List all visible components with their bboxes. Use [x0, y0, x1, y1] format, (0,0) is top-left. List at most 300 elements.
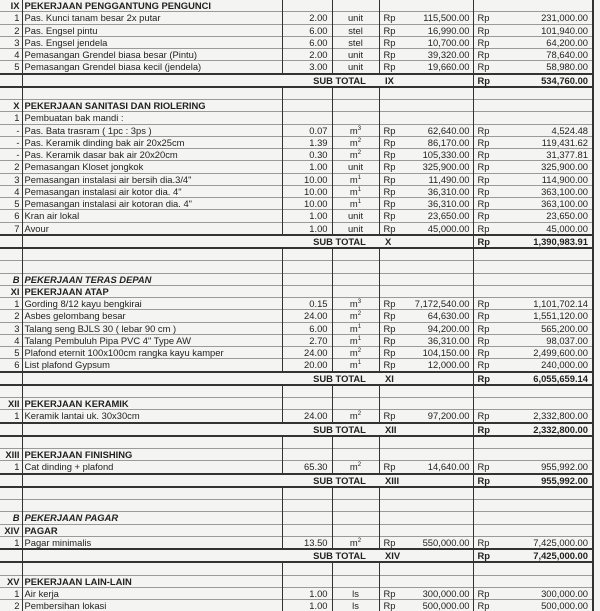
subtotal-row [0, 235, 593, 248]
volume [282, 512, 332, 524]
currency-label [379, 87, 402, 100]
currency-label: Rp [379, 24, 402, 36]
currency-label: Rp [379, 149, 402, 161]
currency-label: Rp [379, 61, 402, 74]
currency-label: Rp [473, 235, 497, 248]
unit [332, 524, 379, 536]
unit-exponent: 3 [358, 126, 361, 132]
section-title: PEKERJAAN SANITASI DAN RIOLERING [22, 100, 282, 112]
subtotal-section-number: IX [379, 74, 473, 87]
volume: 1.00 [282, 210, 332, 222]
currency-label: Rp [473, 600, 497, 611]
unit [332, 0, 379, 12]
item-description: Pas. Bata trasram ( 1pc : 3ps ) [22, 124, 282, 136]
currency-label: Rp [473, 359, 497, 372]
currency-label: Rp [473, 461, 497, 474]
unit [332, 385, 379, 398]
unit-text: m [350, 359, 358, 370]
unit-text: unit [348, 12, 363, 23]
line-total [497, 487, 593, 500]
unit [332, 359, 379, 372]
row-number: 1 [0, 536, 22, 549]
currency-label: Rp [473, 161, 497, 173]
volume: 10.00 [282, 173, 332, 185]
currency-label [473, 248, 497, 261]
currency-label [379, 575, 402, 587]
unit-exponent: 2 [358, 538, 361, 544]
currency-label: Rp [473, 173, 497, 185]
unit [332, 136, 379, 148]
currency-label [473, 112, 497, 124]
unit [332, 36, 379, 48]
volume [282, 575, 332, 587]
volume: 0.15 [282, 298, 332, 310]
currency-label [473, 398, 497, 410]
table-row [0, 149, 593, 161]
unit [332, 173, 379, 185]
row-number [0, 436, 22, 449]
row-number: 3 [0, 36, 22, 48]
unit [332, 149, 379, 161]
item-description: Pembersihan lokasi [22, 600, 282, 611]
currency-label [473, 487, 497, 500]
currency-label [379, 487, 402, 500]
subtotal-row [0, 372, 593, 385]
volume: 2.70 [282, 334, 332, 346]
currency-label: Rp [379, 322, 402, 334]
line-total: 78,640.00 [497, 49, 593, 61]
row-number: 1 [0, 461, 22, 474]
unit-price [402, 385, 473, 398]
volume: 0.07 [282, 124, 332, 136]
section-title: PEKERJAAN LAIN-LAIN [22, 575, 282, 587]
blank-row [0, 436, 593, 449]
volume [282, 0, 332, 12]
currency-label: Rp [473, 536, 497, 549]
volume: 1.00 [282, 161, 332, 173]
row-number: 5 [0, 347, 22, 359]
row-number: 1 [0, 587, 22, 599]
line-total: 300,000.00 [497, 587, 593, 599]
volume [282, 449, 332, 461]
row-number: 7 [0, 222, 22, 235]
volume: 0.30 [282, 149, 332, 161]
table-row [0, 36, 593, 48]
currency-label: Rp [379, 347, 402, 359]
subtotal-row [0, 549, 593, 562]
unit [332, 334, 379, 346]
unit [332, 12, 379, 24]
volume: 13.50 [282, 536, 332, 549]
row-number: - [0, 149, 22, 161]
currency-label [473, 285, 497, 297]
unit-exponent: 2 [358, 348, 361, 354]
currency-label [473, 100, 497, 112]
volume: 20.00 [282, 359, 332, 372]
line-total: 363,100.00 [497, 185, 593, 197]
unit-price: 7,172,540.00 [402, 298, 473, 310]
currency-label: Rp [473, 61, 497, 74]
line-total [497, 87, 593, 100]
unit [332, 273, 379, 285]
table-row [0, 198, 593, 210]
volume [282, 285, 332, 297]
section-title [22, 562, 282, 575]
line-total: 98,037.00 [497, 334, 593, 346]
line-total [497, 248, 593, 261]
subtotal-row [0, 74, 593, 87]
unit-exponent: 1 [358, 175, 361, 181]
unit [332, 261, 379, 273]
currency-label [473, 0, 497, 12]
table-row [0, 334, 593, 346]
unit-price: 94,200.00 [402, 322, 473, 334]
table-row [0, 410, 593, 423]
currency-label: Rp [473, 198, 497, 210]
line-total: 45,000.00 [497, 222, 593, 235]
item-description: Pas. Kunci tanam besar 2x putar [22, 12, 282, 24]
line-total: 955,992.00 [497, 461, 593, 474]
unit-text: ls [352, 588, 359, 599]
currency-label: Rp [379, 536, 402, 549]
unit-price: 500,000.00 [402, 600, 473, 611]
volume [282, 562, 332, 575]
unit-text: m [350, 149, 358, 160]
currency-label: Rp [379, 12, 402, 24]
currency-label [473, 449, 497, 461]
subtotal-amount: 6,055,659.14 [497, 372, 593, 385]
line-total [497, 273, 593, 285]
unit-price [402, 273, 473, 285]
table-row [0, 222, 593, 235]
volume: 2.00 [282, 12, 332, 24]
unit-price: 39,320.00 [402, 49, 473, 61]
row-number: 3 [0, 322, 22, 334]
section-title [22, 487, 282, 500]
line-total [497, 524, 593, 536]
volume: 1.00 [282, 587, 332, 599]
currency-label: Rp [379, 298, 402, 310]
section-header-row [0, 285, 593, 297]
currency-label: Rp [473, 24, 497, 36]
unit-text: m [350, 125, 358, 136]
unit-price: 115,500.00 [402, 12, 473, 24]
row-number [0, 487, 22, 500]
unit [332, 61, 379, 74]
currency-label: Rp [473, 136, 497, 148]
blank-row [0, 87, 593, 100]
subtotal-section-number: XIV [379, 549, 473, 562]
currency-label: Rp [379, 587, 402, 599]
unit [332, 436, 379, 449]
row-number [0, 235, 22, 248]
currency-label: Rp [379, 210, 402, 222]
section-header-row [0, 575, 593, 587]
unit-price [402, 112, 473, 124]
desc-cell [22, 474, 282, 487]
currency-label: Rp [473, 12, 497, 24]
volume [282, 248, 332, 261]
unit-price: 97,200.00 [402, 410, 473, 423]
section-title: PEKERJAAN TERAS DEPAN [22, 273, 282, 285]
unit-text: stel [348, 37, 363, 48]
blank-row [0, 261, 593, 273]
currency-label: Rp [473, 347, 497, 359]
subtotal-label: SUB TOTAL [282, 549, 379, 562]
unit-price: 45,000.00 [402, 222, 473, 235]
unit-price [402, 248, 473, 261]
currency-label [473, 273, 497, 285]
currency-label: Rp [473, 372, 497, 385]
currency-label: Rp [379, 359, 402, 372]
unit-price: 14,640.00 [402, 461, 473, 474]
unit-text: m [350, 310, 358, 321]
currency-label: Rp [473, 36, 497, 48]
section-title [22, 500, 282, 512]
currency-label: Rp [379, 124, 402, 136]
currency-label [473, 524, 497, 536]
section-title: PAGAR [22, 524, 282, 536]
row-number: 4 [0, 49, 22, 61]
row-number: 6 [0, 210, 22, 222]
unit-text: unit [348, 210, 363, 221]
unit-price [402, 562, 473, 575]
currency-label: Rp [473, 222, 497, 235]
row-number: - [0, 136, 22, 148]
line-total: 114,900.00 [497, 173, 593, 185]
unit-price [402, 512, 473, 524]
subtotal-label: SUB TOTAL [282, 372, 379, 385]
unit-exponent: 1 [358, 199, 361, 205]
unit-price: 12,000.00 [402, 359, 473, 372]
subtotal-amount: 534,760.00 [497, 74, 593, 87]
subtotal-section-number: XIII [379, 474, 473, 487]
unit-text: unit [348, 49, 363, 60]
item-description: Pas. Engsel jendela [22, 36, 282, 48]
subtotal-row [0, 423, 593, 436]
line-total: 64,200.00 [497, 36, 593, 48]
line-total: 23,650.00 [497, 210, 593, 222]
section-title [22, 261, 282, 273]
section-title: PEKERJAAN KERAMIK [22, 398, 282, 410]
unit-price: 36,310.00 [402, 198, 473, 210]
unit-price [402, 87, 473, 100]
currency-label [379, 524, 402, 536]
section-title [22, 436, 282, 449]
line-total [497, 285, 593, 297]
currency-label: Rp [379, 198, 402, 210]
table-row [0, 210, 593, 222]
unit-price: 300,000.00 [402, 587, 473, 599]
volume [282, 398, 332, 410]
currency-label: Rp [473, 410, 497, 423]
section-header-row [0, 449, 593, 461]
table-row [0, 173, 593, 185]
unit-text: m [350, 174, 358, 185]
currency-label: Rp [473, 423, 497, 436]
unit [332, 198, 379, 210]
table-row [0, 359, 593, 372]
section-title [22, 87, 282, 100]
currency-label: Rp [379, 36, 402, 48]
unit-text: stel [348, 25, 363, 36]
item-description: Pembuatan bak mandi : [22, 112, 282, 124]
row-number: B [0, 512, 22, 524]
unit-price: 64,630.00 [402, 310, 473, 322]
section-header-row [0, 273, 593, 285]
subtotal-amount: 2,332,800.00 [497, 423, 593, 436]
table-row [0, 124, 593, 136]
currency-label: Rp [379, 222, 402, 235]
item-description: Pemasangan instalasi air kotor dia. 4" [22, 185, 282, 197]
currency-label: Rp [379, 334, 402, 346]
line-total: 119,431.62 [497, 136, 593, 148]
desc-cell [22, 74, 282, 87]
row-number: 5 [0, 61, 22, 74]
unit-price [402, 500, 473, 512]
unit-price: 10,700.00 [402, 36, 473, 48]
unit [332, 49, 379, 61]
currency-label: Rp [473, 74, 497, 87]
line-total [497, 0, 593, 12]
table-row [0, 600, 593, 611]
volume: 24.00 [282, 310, 332, 322]
subtotal-section-number: XI [379, 372, 473, 385]
unit-text: unit [348, 161, 363, 172]
currency-label [379, 100, 402, 112]
unit-text: m [350, 186, 358, 197]
table-row [0, 536, 593, 549]
item-description: Pas. Keramik dasar bak air 20x20cm [22, 149, 282, 161]
unit-price [402, 0, 473, 12]
volume [282, 87, 332, 100]
line-total [497, 449, 593, 461]
row-number: XII [0, 398, 22, 410]
row-number [0, 248, 22, 261]
unit-exponent: 2 [358, 138, 361, 144]
volume: 1.00 [282, 600, 332, 611]
item-description: Pemasangan instalasi air kotoran dia. 4" [22, 198, 282, 210]
line-total [497, 112, 593, 124]
item-description: Gording 8/12 kayu bengkirai [22, 298, 282, 310]
currency-label: Rp [379, 410, 402, 423]
volume: 2.00 [282, 49, 332, 61]
unit [332, 461, 379, 474]
currency-label [379, 500, 402, 512]
unit-price: 86,170.00 [402, 136, 473, 148]
currency-label [379, 248, 402, 261]
volume [282, 261, 332, 273]
unit [332, 562, 379, 575]
unit [332, 24, 379, 36]
unit [332, 248, 379, 261]
unit-exponent: 3 [358, 299, 361, 305]
line-total: 231,000.00 [497, 12, 593, 24]
volume [282, 524, 332, 536]
currency-label [473, 575, 497, 587]
blank-row [0, 248, 593, 261]
unit-exponent: 1 [358, 187, 361, 193]
item-description: Keramik lantai uk. 30x30cm [22, 410, 282, 423]
item-description: Avour [22, 222, 282, 235]
subtotal-label: SUB TOTAL [282, 74, 379, 87]
unit-text: m [350, 298, 358, 309]
row-number: 2 [0, 24, 22, 36]
row-number: XV [0, 575, 22, 587]
currency-label [473, 385, 497, 398]
section-header-row [0, 512, 593, 524]
line-total: 4,524.48 [497, 124, 593, 136]
currency-label [379, 449, 402, 461]
unit-price: 19,660.00 [402, 61, 473, 74]
table-row [0, 185, 593, 197]
unit [332, 410, 379, 423]
row-number: 1 [0, 298, 22, 310]
unit-price [402, 261, 473, 273]
table-row [0, 298, 593, 310]
unit-price [402, 449, 473, 461]
table-row [0, 12, 593, 24]
unit-text: m [350, 323, 358, 334]
currency-label: Rp [379, 185, 402, 197]
row-number [0, 500, 22, 512]
currency-label: Rp [473, 49, 497, 61]
unit-price: 16,990.00 [402, 24, 473, 36]
row-number [0, 385, 22, 398]
volume: 24.00 [282, 410, 332, 423]
unit-exponent: 2 [358, 311, 361, 317]
section-header-row [0, 0, 593, 12]
table-row [0, 49, 593, 61]
section-title: PEKERJAAN FINISHING [22, 449, 282, 461]
unit-price [402, 487, 473, 500]
line-total: 58,980.00 [497, 61, 593, 74]
unit [332, 587, 379, 599]
row-number: 2 [0, 310, 22, 322]
item-description: Cat dinding + plafond [22, 461, 282, 474]
table-row [0, 24, 593, 36]
currency-label [379, 562, 402, 575]
unit-text: m [350, 347, 358, 358]
row-number: - [0, 124, 22, 136]
row-number [0, 87, 22, 100]
unit [332, 112, 379, 124]
unit [332, 347, 379, 359]
subtotal-label: SUB TOTAL [282, 423, 379, 436]
desc-cell [22, 423, 282, 436]
item-description: Kran air lokal [22, 210, 282, 222]
row-number: X [0, 100, 22, 112]
currency-label [473, 562, 497, 575]
blank-row [0, 487, 593, 500]
currency-label [379, 273, 402, 285]
currency-label [473, 512, 497, 524]
section-title: PEKERJAAN PENGGANTUNG PENGUNCI [22, 0, 282, 12]
unit [332, 512, 379, 524]
currency-label: Rp [379, 136, 402, 148]
unit-text: m [350, 461, 358, 472]
item-description: Asbes gelombang besar [22, 310, 282, 322]
unit-price [402, 524, 473, 536]
line-total: 565,200.00 [497, 322, 593, 334]
row-number: XIV [0, 524, 22, 536]
table-row [0, 112, 593, 124]
unit-exponent: 1 [358, 336, 361, 342]
unit-text: m [350, 137, 358, 148]
unit-exponent: 2 [358, 411, 361, 417]
blank-row [0, 500, 593, 512]
unit [332, 487, 379, 500]
